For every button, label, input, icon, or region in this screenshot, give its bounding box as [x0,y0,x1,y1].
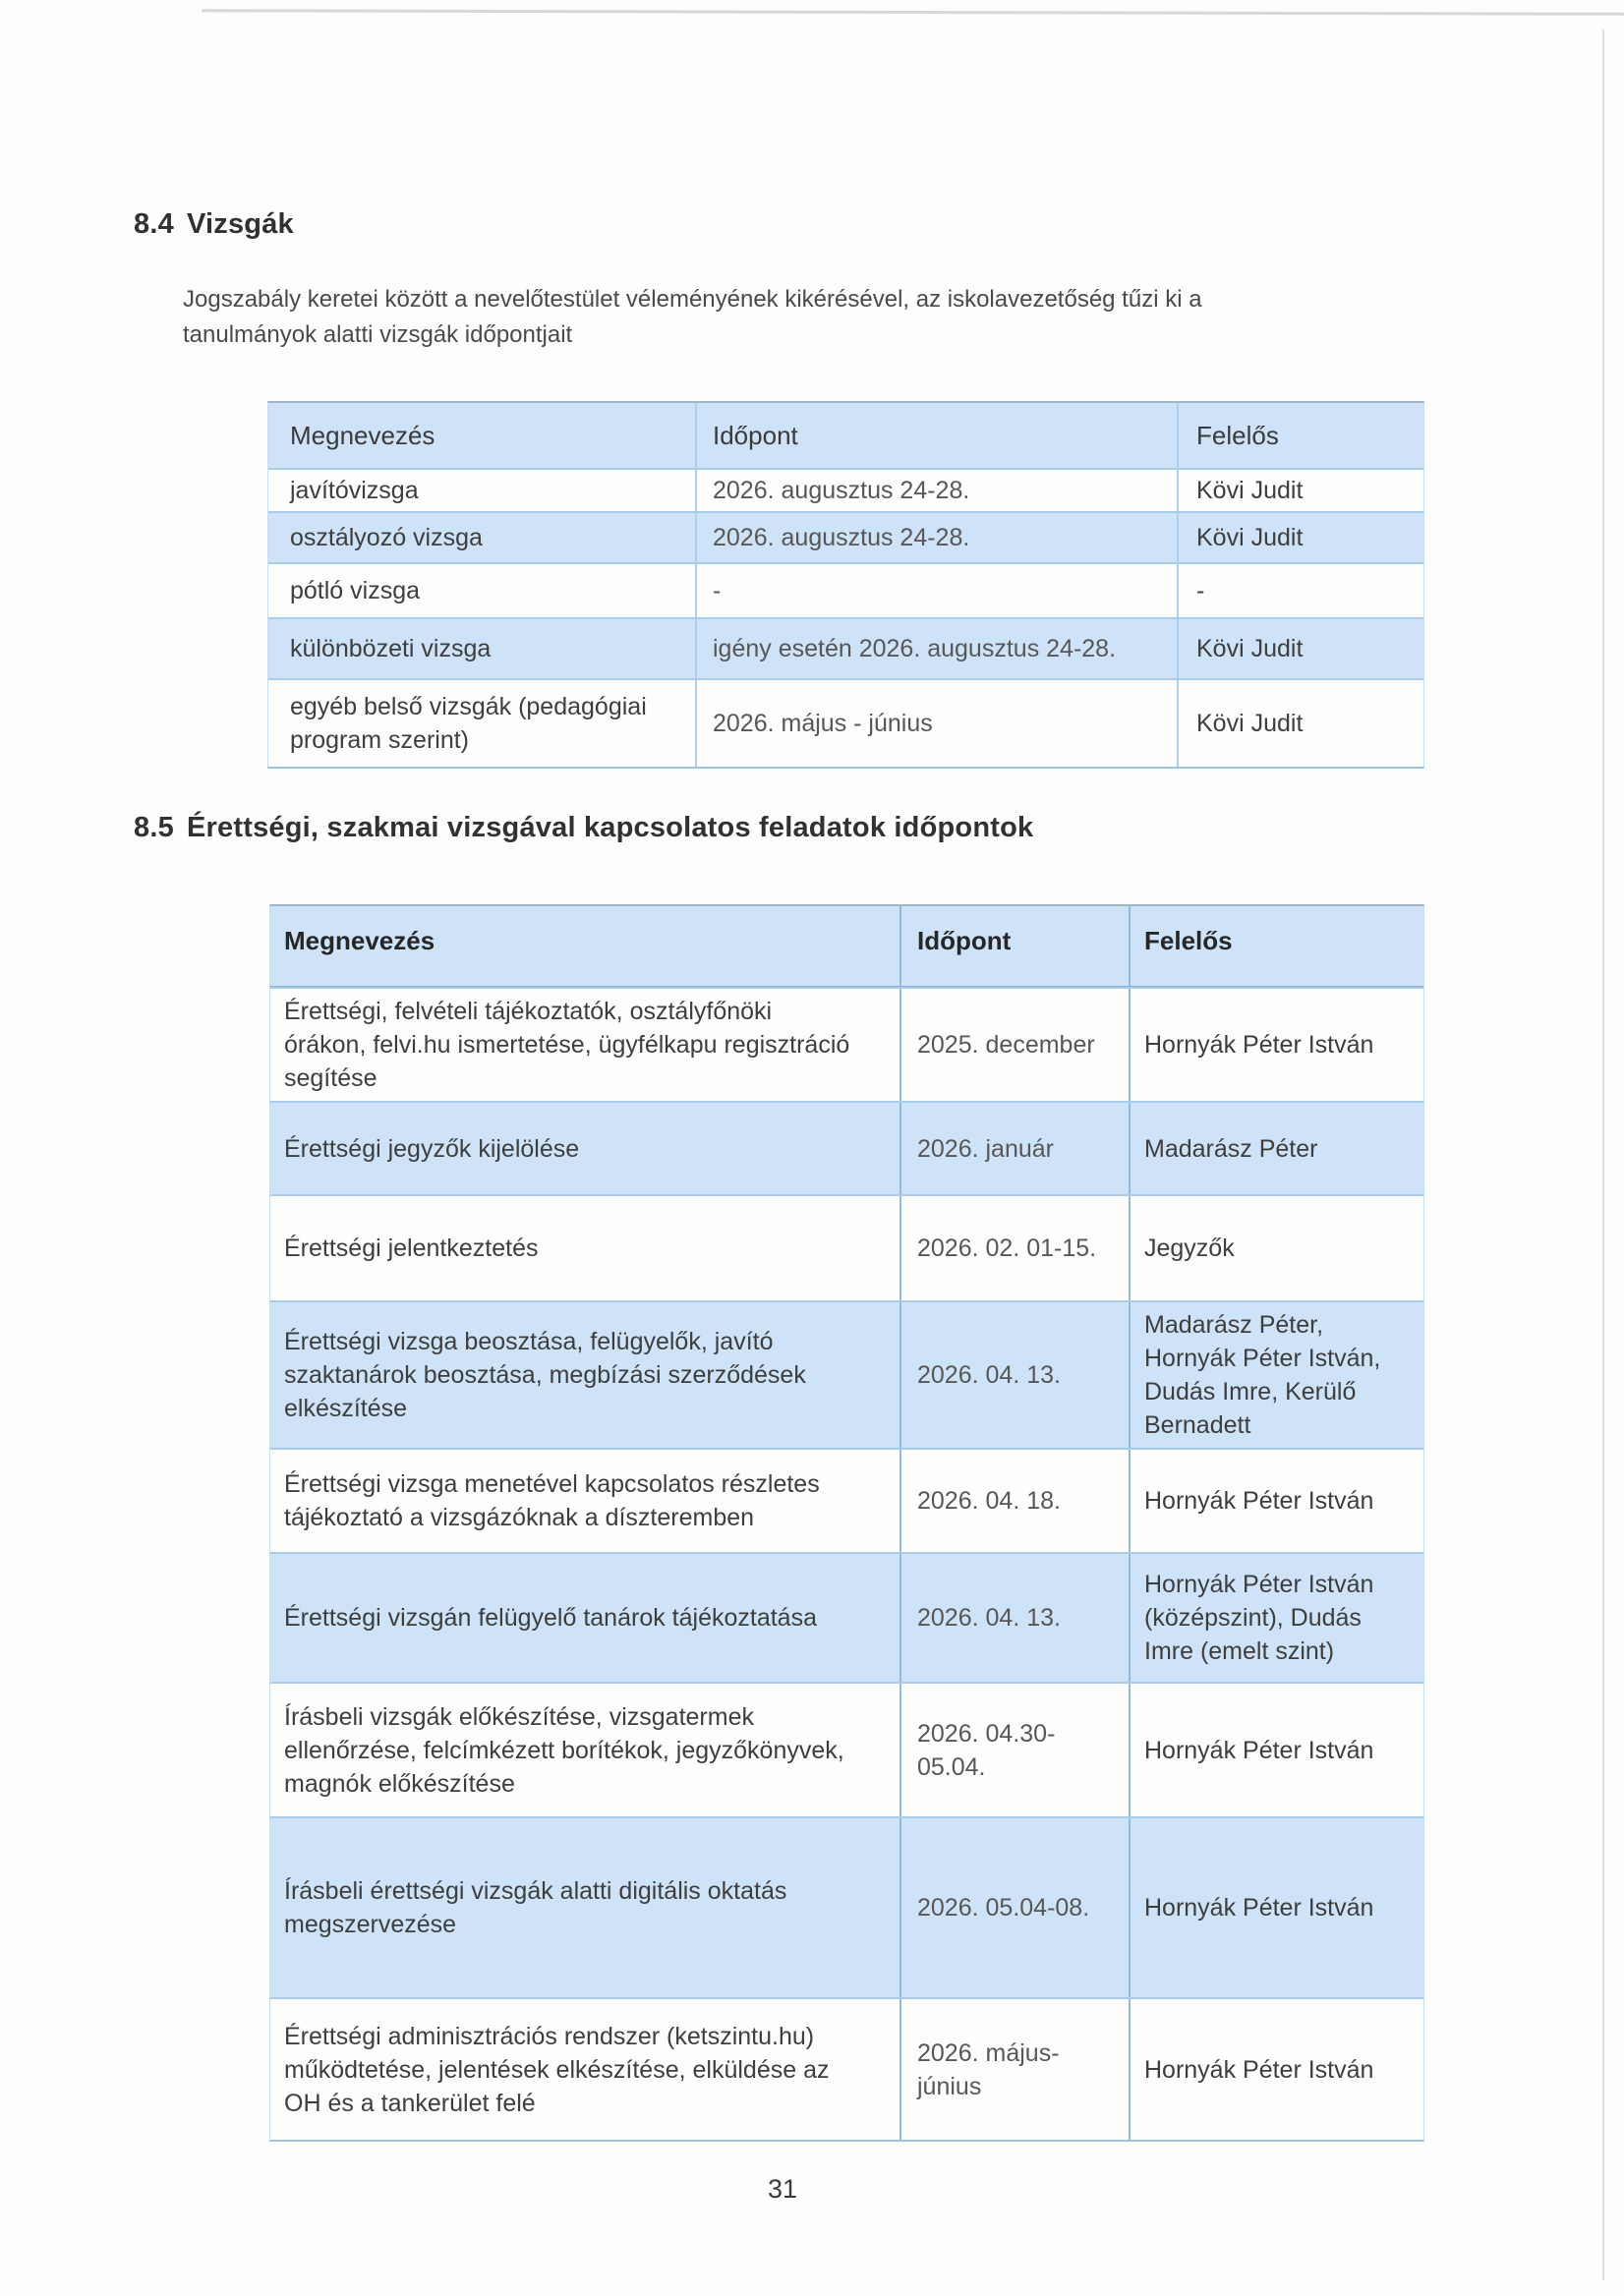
cell-date: 2026. május - június [695,680,1177,767]
section-8-4-heading [134,208,294,241]
cell-name: javítóvizsga [290,477,419,504]
header-cell-date: Időpont [899,906,1129,986]
cell-responsible: - [1177,564,1425,617]
cell-date: - [695,564,1177,617]
cell-date: 2026. május-június [899,1999,1129,2140]
cell-name: Érettségi vizsga menetével kapcsolatos részletes tájékoztató a vizsgázóknak a díszteremben [284,1470,820,1531]
cell-responsible: Hornyák Péter István [1129,1999,1425,2140]
cell-name: Érettségi adminisztrációs rendszer (ketszintu.hu) működtetése, jelentések elkészítése, elküldése az OH és a tankerület felé [284,2022,830,2117]
cell-responsible: Hornyák Péter István [1129,1684,1425,1816]
cell-name: Érettségi vizsgán felügyelő tanárok tájékoztatása [284,1604,817,1632]
scan-artifact-top-line [202,9,1624,16]
table-row [270,1682,1423,1816]
cell-date: 2026. 04.30-05.04. [899,1684,1129,1816]
cell-date: 2026. 04. 13. [899,1554,1129,1682]
table-row [268,468,1423,511]
table-header-row [270,906,1423,987]
cell-date: igény esetén 2026. augusztus 24-28. [695,619,1177,678]
cell-responsible: Hornyák Péter István [1129,1450,1425,1552]
cell-name: Érettségi jegyzők kijelölése [284,1134,580,1163]
page-number: 31 [767,2174,798,2204]
header-cell-name: Megnevezés [290,421,435,450]
table-row [268,562,1423,617]
table-row [270,987,1423,1101]
cell-date: 2026. 02. 01-15. [899,1196,1129,1300]
section-number: 8.4 [134,208,174,240]
table-row [270,1552,1423,1682]
table-row [270,1997,1423,2140]
section-number: 8.5 [134,812,174,843]
cell-name: Érettségi, felvételi tájékoztatók, osztályfőnöki órákon, felvi.hu ismertetése, ügyfélkapu regisztráció segítése [284,998,850,1092]
cell-responsible: Hornyák Péter István [1129,989,1425,1101]
cell-date: 2026. 04. 13. [899,1302,1129,1448]
table-row [270,1101,1423,1194]
cell-responsible: Madarász Péter, Hornyák Péter István, Dudás Imre, Kerülő Bernadett [1129,1302,1425,1448]
cell-responsible: Jegyzők [1129,1196,1425,1300]
exam-schedule-table [267,401,1424,769]
cell-name: Írásbeli érettségi vizsgák alatti digitális oktatás megszervezése [284,1877,787,1938]
cell-name: pótló vizsga [290,577,421,604]
header-cell-name: Megnevezés [284,925,435,955]
table-row [270,1300,1423,1448]
scan-artifact-right-line [1602,29,1604,2280]
table-row [270,1448,1423,1552]
header-cell-date: Időpont [695,403,1177,468]
cell-date: 2026. augusztus 24-28. [695,470,1177,511]
header-cell-responsible: Felelős [1129,906,1425,986]
cell-responsible: Kövi Judit [1177,680,1425,767]
cell-name: Érettségi vizsga beosztása, felügyelők, javító szaktanárok beosztása, megbízási szerződések elkészítése [284,1328,806,1422]
cell-name: Érettségi jelentkeztetés [284,1234,539,1262]
cell-responsible: Madarász Péter [1129,1103,1425,1194]
section-8-5-heading [134,812,1033,844]
section-title: Vizsgák [187,208,294,240]
table-row [268,678,1423,767]
table-row [270,1194,1423,1300]
cell-responsible: Kövi Judit [1177,513,1425,562]
cell-responsible: Hornyák Péter István (középszint), Dudás Imre (emelt szint) [1129,1554,1425,1682]
table-row [268,511,1423,562]
cell-responsible: Kövi Judit [1177,470,1425,511]
cell-date: 2026. augusztus 24-28. [695,513,1177,562]
intro-paragraph: Jogszabály keretei között a nevelőtestület véleményének kikérésével, az iskolavezetőség tűzi ki a tanulmányok alatti vizsgák időpontjait [183,286,1202,348]
header-cell-responsible: Felelős [1177,403,1425,468]
table-header-row [268,403,1423,468]
cell-name: különbözeti vizsga [290,635,492,662]
cell-responsible: Hornyák Péter István [1129,1818,1425,1997]
table-row [270,1816,1423,1997]
matura-tasks-table [269,904,1424,2142]
cell-name: osztályozó vizsga [290,524,483,551]
cell-date: 2026. 04. 18. [899,1450,1129,1552]
section-title: Érettségi, szakmai vizsgával kapcsolatos feladatok időpontok [187,812,1034,843]
cell-date: 2026. január [899,1103,1129,1194]
cell-date: 2025. december [899,989,1129,1101]
cell-responsible: Kövi Judit [1177,619,1425,678]
table-row [268,617,1423,678]
cell-name: Írásbeli vizsgák előkészítése, vizsgatermek ellenőrzése, felcímkézett borítékok, jegyzőkönyvek, magnók előkészítése [284,1702,844,1798]
cell-name: egyéb belső vizsgák (pedagógiai program szerint) [290,693,647,754]
cell-date: 2026. 05.04-08. [899,1818,1129,1997]
